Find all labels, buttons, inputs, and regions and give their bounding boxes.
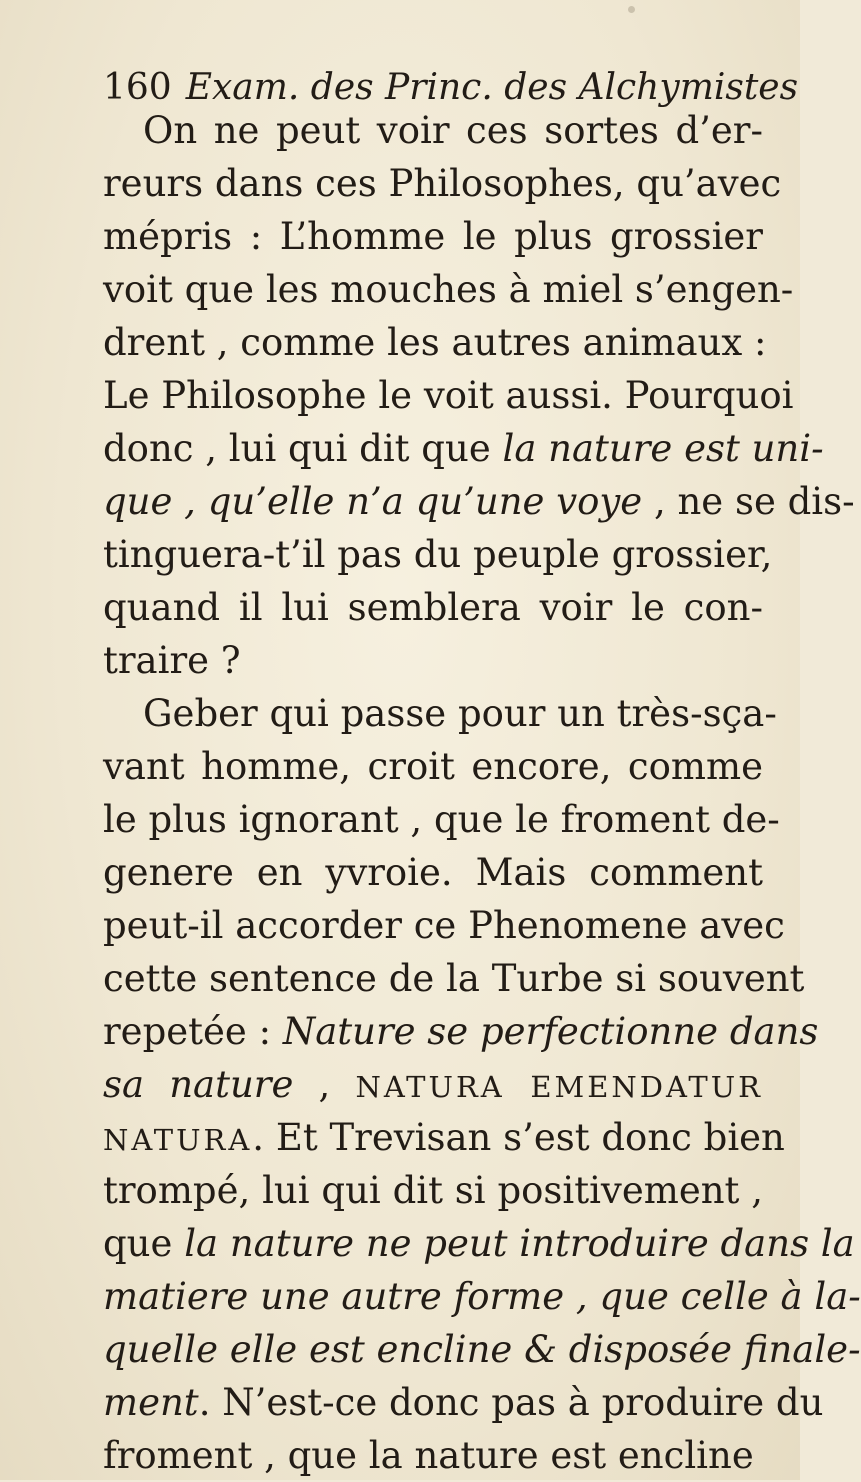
text-segment: traire ?	[103, 639, 241, 682]
body-text	[103, 104, 861, 1482]
text-line	[103, 634, 763, 687]
text-line	[103, 1005, 819, 1058]
text-line	[103, 793, 780, 846]
text-segment: froment , que la nature est encline	[103, 1434, 754, 1477]
text-segment: tinguera-t’il pas du peuple grossier,	[103, 533, 773, 576]
text-line	[103, 952, 805, 1005]
italic-text: la nature est uni-	[502, 427, 824, 470]
text-segment: . Et Trevisan s’est donc bien	[252, 1116, 785, 1159]
text-line	[103, 369, 794, 422]
italic-text: Nature se perfectionne dans	[282, 1010, 819, 1053]
text-line	[103, 1164, 763, 1217]
text-segment: On ne peut voir ces sortes d’er-	[143, 109, 763, 152]
text-segment: ,	[293, 1063, 356, 1106]
text-line	[103, 740, 763, 793]
text-line	[103, 1429, 763, 1482]
text-line	[103, 157, 782, 210]
text-line	[103, 899, 785, 952]
text-segment: Le Philosophe le voit aussi. Pourquoi	[103, 374, 794, 417]
small-caps-text: NATURA EMENDATUR	[355, 1070, 763, 1104]
text-line	[103, 475, 855, 528]
text-segment: Geber qui passe pour un très-sça-	[143, 692, 777, 735]
italic-text: sa nature	[103, 1063, 294, 1106]
page-number: 160	[103, 67, 172, 108]
italic-text: ment	[103, 1381, 199, 1424]
text-segment: trompé, lui qui dit si positivement ,	[103, 1169, 763, 1212]
text-segment: drent , comme les autres animaux :	[103, 321, 767, 364]
text-segment: genere en yvroie. Mais comment	[103, 851, 763, 894]
italic-text: que , qu’elle n’a qu’une voye	[103, 480, 643, 523]
text-segment: cette sentence de la Turbe si souvent	[103, 957, 805, 1000]
text-line	[103, 846, 763, 899]
text-segment: voit que les mouches à miel s’engen-	[103, 268, 794, 311]
text-segment: reurs dans ces Philosophes, qu’avec	[103, 162, 782, 205]
italic-text: la nature ne peut introduire dans la	[184, 1222, 855, 1265]
text-segment: vant homme, croit encore, comme	[103, 745, 763, 788]
small-caps-text: NATURA	[103, 1123, 253, 1157]
ink-spot	[628, 6, 635, 13]
text-line	[103, 687, 777, 740]
text-line	[103, 1270, 861, 1323]
text-line	[103, 1323, 861, 1376]
text-segment: mépris : L’homme le plus grossier	[103, 215, 763, 258]
text-segment: peut-il accorder ce Phenomene avec	[103, 904, 785, 947]
text-line	[103, 1217, 855, 1270]
text-line	[103, 104, 763, 157]
text-line	[103, 581, 763, 634]
text-segment: repetée :	[103, 1010, 283, 1053]
text-segment: que	[103, 1222, 185, 1265]
text-line	[103, 263, 794, 316]
text-line	[103, 210, 763, 263]
text-segment: donc , lui qui dit que	[103, 427, 503, 470]
running-title: Exam. des Princ. des Alchymistes	[185, 67, 799, 108]
text-line	[103, 422, 824, 475]
text-line	[103, 528, 773, 581]
text-segment: . N’est-ce donc pas à produire du	[198, 1381, 824, 1424]
text-segment: le plus ignorant , que le froment de-	[103, 798, 780, 841]
text-line	[103, 1376, 824, 1429]
italic-text: matiere une autre forme , que celle à la-	[103, 1275, 861, 1318]
text-segment: quand il lui semblera voir le con-	[103, 586, 763, 629]
text-line	[103, 1111, 785, 1164]
text-line	[103, 1058, 763, 1111]
text-line	[103, 316, 767, 369]
text-segment: , ne se dis-	[642, 480, 855, 523]
italic-text: quelle elle est encline & disposée finale-	[103, 1328, 861, 1371]
